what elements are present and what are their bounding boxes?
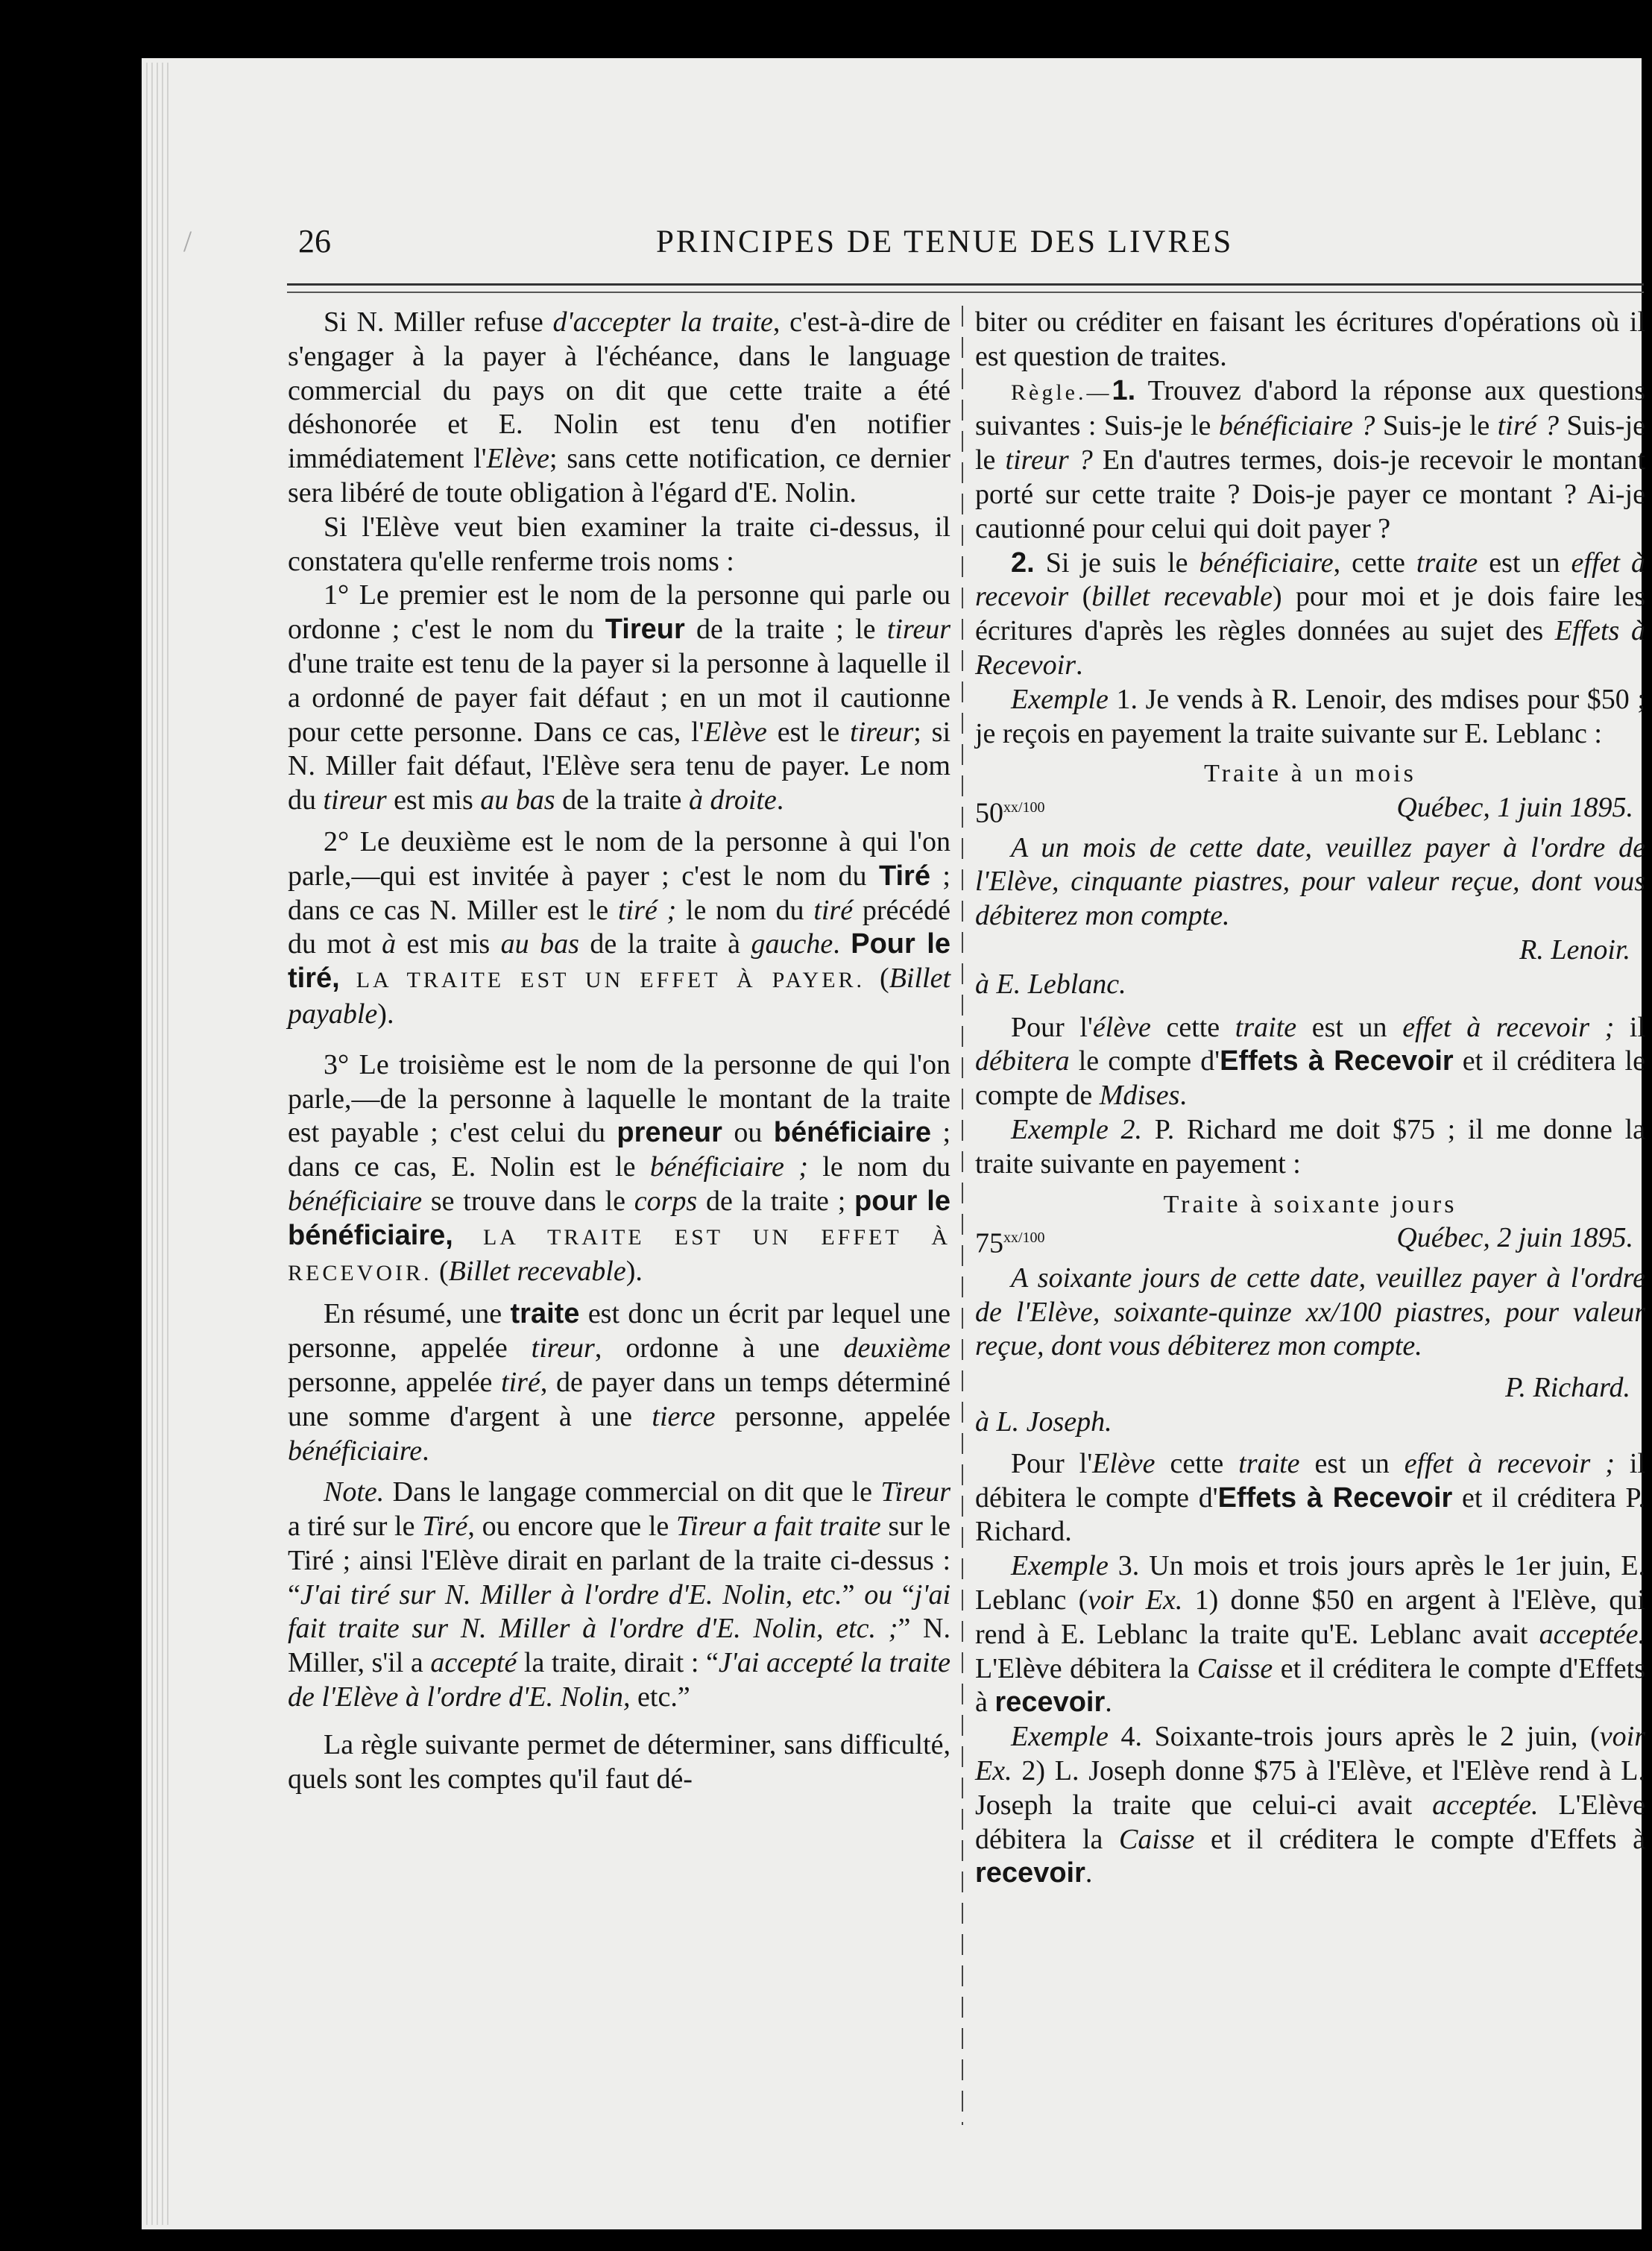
draft-1-heading: Traite à un mois bbox=[1204, 760, 1416, 788]
paragraph-effet-2 bbox=[975, 1447, 1645, 1549]
text: , ou encore que le bbox=[467, 1511, 676, 1543]
text: . bbox=[1085, 1857, 1093, 1889]
text-italic: Exemple bbox=[1011, 1721, 1109, 1753]
text: la traite, dirait : “ bbox=[517, 1647, 719, 1679]
text: d'une traite est tenu de la payer si la personne à laquelle il a ordonné de payer fait défaut ; en un mot il cautionne pour cette personne. Dans ce cas, l' bbox=[288, 647, 950, 748]
text-italic: bénéficiaire bbox=[1199, 547, 1334, 579]
text-italic: traite bbox=[1235, 1011, 1297, 1043]
text-italic: traite bbox=[1416, 547, 1478, 579]
text: sur le Tiré ; ainsi l'Elève dirait en parlant de la traite ci-dessus : “ bbox=[288, 1511, 950, 1611]
text: de la traite bbox=[555, 784, 689, 816]
text: ” N. Miller, s'il a bbox=[288, 1613, 950, 1679]
text-italic: Effets à Recevoir bbox=[975, 615, 1645, 681]
text-bold: bénéficiaire bbox=[773, 1117, 931, 1149]
text: ou bbox=[722, 1117, 774, 1149]
text: le nom du bbox=[676, 894, 814, 926]
text-italic: au bas bbox=[500, 928, 579, 960]
text-bold: Pour le tiré, bbox=[288, 928, 951, 995]
text-italic: effet à recevoir ; bbox=[1404, 1447, 1615, 1479]
text-italic: effet à recevoir bbox=[975, 547, 1645, 613]
text-italic: traite bbox=[1238, 1447, 1300, 1479]
text: L'Elève débitera la bbox=[975, 1652, 1197, 1684]
draft-1-amount-line bbox=[975, 791, 1645, 831]
text-bold: Tiré bbox=[878, 860, 930, 892]
text-italic: Tireur a fait traite bbox=[675, 1511, 881, 1543]
text-bold: Effets à Recevoir bbox=[1217, 1482, 1453, 1514]
text: de la traite à bbox=[578, 928, 751, 960]
text: et il créditera P. Richard. bbox=[975, 1482, 1645, 1548]
text-bold: preneur bbox=[617, 1117, 722, 1149]
running-title: PRINCIPES DE TENUE DES LIVRES bbox=[656, 224, 1234, 259]
text-italic: tierce bbox=[652, 1400, 716, 1432]
text: . bbox=[1076, 649, 1083, 681]
page-edges bbox=[146, 63, 168, 2225]
text-italic: billet recevable bbox=[1091, 581, 1273, 613]
draft-1-addressee: à E. Leblanc. bbox=[975, 968, 1126, 1000]
regle-2 bbox=[975, 547, 1645, 683]
text-bold: 1. bbox=[1112, 374, 1136, 406]
text-italic: gauche bbox=[751, 928, 833, 960]
text-italic: bénéficiaire ? bbox=[1218, 410, 1375, 442]
amount-value: 50 bbox=[975, 797, 1003, 829]
exemple-4 bbox=[975, 1720, 1645, 1891]
text: est un bbox=[1299, 1447, 1404, 1479]
text: ; dans ce cas, E. Nolin est le bbox=[288, 1117, 951, 1183]
text: Dans le langage commercial on dit que le bbox=[384, 1476, 881, 1508]
text-italic: élève bbox=[1092, 1011, 1151, 1043]
text: de la traite ; le bbox=[684, 614, 887, 646]
text: ) pour moi et je dois faire les écritures d'après les règles données au sujet des bbox=[975, 581, 1645, 647]
text-italic: Mdises bbox=[1099, 1080, 1180, 1112]
text: Si je suis le bbox=[1034, 547, 1199, 579]
text: Trouvez d'abord la réponse aux questions suivantes : Suis-je le bbox=[975, 374, 1645, 442]
text: il bbox=[1614, 1011, 1646, 1043]
exemple-3 bbox=[975, 1549, 1645, 1720]
text: . bbox=[422, 1435, 429, 1467]
margin-mark: / bbox=[183, 224, 192, 258]
text-italic: Elève bbox=[1092, 1447, 1156, 1479]
text: . bbox=[776, 784, 784, 816]
text-italic: Caisse bbox=[1119, 1823, 1195, 1855]
text: est un bbox=[1478, 547, 1571, 579]
draft-2-signer: P. Richard. bbox=[1505, 1372, 1630, 1404]
text: personne, appelée bbox=[715, 1400, 950, 1432]
text-italic: Billet recevable bbox=[448, 1255, 626, 1287]
text: précédé du mot bbox=[288, 894, 950, 960]
text-italic: bénéficiaire bbox=[288, 1185, 423, 1217]
text-italic: acceptée. bbox=[1539, 1618, 1645, 1650]
text-italic: voir Ex. bbox=[975, 1721, 1645, 1786]
text-italic: bénéficiaire ; bbox=[649, 1151, 808, 1183]
text: ). bbox=[625, 1255, 643, 1287]
text-italic: Billet payable bbox=[288, 963, 950, 1030]
text: En d'autres termes, dois-je recevoir le montant porté sur cette traite ? Dois-je payer ce montant ? Ai-je cautionné pour celui qui doit payer ? bbox=[975, 444, 1645, 544]
text-small-caps: Règle.— bbox=[1011, 380, 1112, 405]
text: “ bbox=[892, 1578, 915, 1611]
text: ; dans ce cas N. Miller est le bbox=[288, 860, 950, 926]
text-italic: Elève bbox=[486, 443, 549, 475]
text-italic: tireur bbox=[886, 614, 950, 646]
text: ( bbox=[1068, 581, 1092, 613]
draft-1-amount bbox=[975, 791, 1045, 831]
text-bold: Effets à Recevoir bbox=[1220, 1045, 1454, 1077]
text-italic: tireur bbox=[850, 716, 914, 748]
text: , cette bbox=[1333, 547, 1416, 579]
text: est mis bbox=[386, 784, 481, 816]
text-italic: acceptée. bbox=[1432, 1789, 1539, 1821]
text: , de payer dans un temps déterminé une somme d'argent à une bbox=[288, 1366, 951, 1432]
text: a tiré sur le bbox=[288, 1511, 423, 1543]
text: le nom du bbox=[807, 1151, 951, 1183]
text-italic: effet à recevoir ; bbox=[1402, 1011, 1615, 1043]
text-italic: tireur bbox=[531, 1332, 595, 1364]
text: 1° Le premier est le nom de la personne qui parle ou ordonne ; c'est le nom du bbox=[288, 579, 950, 646]
text-italic: ou bbox=[864, 1578, 893, 1611]
draft-1-signer: R. Lenoir. bbox=[1519, 934, 1630, 966]
text: ( bbox=[432, 1255, 449, 1287]
text-italic: débitera bbox=[975, 1045, 1070, 1077]
text-italic: J'ai accepté la traite de l'Elève à l'ordre d'E. Nolin, bbox=[288, 1647, 951, 1713]
exemple-1 bbox=[975, 683, 1645, 752]
text-bold: pour le bénéficiaire, bbox=[288, 1185, 950, 1251]
text-italic: j'ai fait traite sur N. Miller à l'ordre d'E. Nolin, etc. ; bbox=[288, 1578, 951, 1645]
text: ; sans cette notification, ce dernier sera libéré de toute obligation à l'égard d'E. Nolin. bbox=[288, 443, 950, 509]
text-italic: corps bbox=[634, 1185, 698, 1217]
text-bold: 2. bbox=[1011, 547, 1035, 579]
text-italic: Elève bbox=[704, 716, 767, 748]
text-italic: tiré bbox=[813, 894, 854, 926]
text: . bbox=[833, 928, 851, 960]
text: etc.” bbox=[630, 1681, 690, 1713]
paragraph-tireur bbox=[288, 579, 950, 818]
text-italic: à droite bbox=[688, 784, 777, 816]
text: cette bbox=[1150, 1011, 1235, 1043]
paragraph-continuation: biter ou créditer en faisant les écritures d'opérations où il est question de traites. bbox=[975, 306, 1645, 372]
page-number: 26 bbox=[298, 223, 331, 259]
text-italic: Exemple 2. bbox=[1011, 1113, 1143, 1145]
text: 3. Un mois et trois jours après le 1er juin, E. Leblanc ( bbox=[975, 1550, 1645, 1616]
text-italic: Exemple bbox=[1011, 1550, 1109, 1582]
paragraph-regle-intro: La règle suivante permet de déterminer, sans difficulté, quels sont les comptes qu'il faut dé- bbox=[288, 1728, 950, 1795]
left-column bbox=[288, 306, 950, 1796]
amount-fraction: xx/100 bbox=[1003, 1230, 1045, 1247]
text: personne, appelée bbox=[288, 1366, 502, 1398]
paragraph-resume bbox=[288, 1297, 950, 1468]
text: , ordonne à une bbox=[594, 1332, 844, 1364]
text-italic: tireur bbox=[323, 784, 387, 816]
text: Pour l' bbox=[1011, 1447, 1093, 1479]
right-column bbox=[975, 306, 1645, 1891]
text: Si N. Miller refuse bbox=[324, 306, 553, 338]
text: cette bbox=[1155, 1447, 1239, 1479]
exemple-2 bbox=[975, 1113, 1645, 1182]
text: et il créditera le compte de bbox=[975, 1045, 1645, 1112]
text: de la traite ; bbox=[697, 1185, 855, 1217]
text-italic: deuxième bbox=[843, 1332, 950, 1364]
text: . bbox=[1105, 1687, 1112, 1719]
text: ( bbox=[865, 963, 889, 995]
text: est mis bbox=[396, 928, 501, 960]
amount-value: 75 bbox=[975, 1228, 1003, 1260]
text-italic: Tireur bbox=[880, 1476, 950, 1508]
text-italic: accepté bbox=[430, 1647, 517, 1679]
draft-2-body: A soixante jours de cette date, veuillez payer à l'ordre de l'Elève, soixante-quinze xx/100 piastres, pour valeur reçue, dont vous débiterez mon compte. bbox=[975, 1262, 1645, 1362]
text: et il créditera le compte d'Effets à bbox=[1194, 1823, 1645, 1855]
draft-2-place-date: Québec, 2 juin 1895. bbox=[1396, 1222, 1633, 1254]
text: est le bbox=[766, 716, 851, 748]
text: est un bbox=[1296, 1011, 1403, 1043]
text: ; si N. Miller fait défaut, l'Elève sera tenu de payer. Le nom du bbox=[288, 716, 951, 816]
text: . bbox=[1179, 1080, 1187, 1112]
text-small-caps: LA TRAITE EST UN EFFET À PAYER. bbox=[339, 968, 866, 993]
text-bold: recevoir bbox=[975, 1857, 1085, 1889]
text: 3° Le troisième est le nom de la personne de qui l'on parle,—de la personne à laquelle le montant de la traite est payable ; c'est celui du bbox=[288, 1048, 950, 1149]
text-bold: recevoir bbox=[994, 1687, 1106, 1719]
text: 4. Soixante-trois jours après le 2 juin, ( bbox=[1108, 1721, 1600, 1753]
text-italic: J'ai tiré sur N. Miller à l'ordre d'E. Nolin, etc. bbox=[300, 1578, 842, 1611]
text-italic: Tiré bbox=[422, 1511, 468, 1543]
text: et il créditera le compte d'Effets à bbox=[975, 1652, 1645, 1719]
text-bold: traite bbox=[510, 1298, 580, 1330]
header-rule bbox=[287, 283, 1644, 293]
text-bold: Tireur bbox=[605, 614, 685, 646]
text-italic: tiré bbox=[501, 1366, 540, 1398]
amount-fraction: xx/100 bbox=[1003, 799, 1045, 816]
text: ” bbox=[842, 1578, 865, 1611]
regle-1 bbox=[975, 374, 1645, 547]
draft-2-addressee: à L. Joseph. bbox=[975, 1406, 1112, 1438]
text: le compte d' bbox=[1069, 1045, 1220, 1077]
text: 2) L. Joseph donne $75 à l'Elève, et l'Elève rend à L. Joseph la traite que celui-ci avait bbox=[975, 1754, 1645, 1821]
text: En résumé, une bbox=[324, 1298, 511, 1330]
text: Suis-je le bbox=[975, 410, 1646, 476]
text-small-caps: LA TRAITE EST UN EFFET À RECEVOIR. bbox=[288, 1224, 950, 1285]
paragraph-note bbox=[288, 1476, 950, 1715]
text: est donc un écrit par lequel une personne, appelée bbox=[288, 1298, 950, 1364]
column-separator bbox=[962, 306, 963, 2125]
text: Pour l' bbox=[1011, 1011, 1093, 1043]
text-italic: tiré ; bbox=[617, 894, 677, 926]
text-italic: tireur ? bbox=[1005, 444, 1093, 476]
draft-2-amount-line bbox=[975, 1221, 1645, 1261]
text-italic: voir Ex. bbox=[1088, 1584, 1183, 1616]
text: 1. Je vends à R. Lenoir, des mdises pour $50 ; je reçois en payement la traite suivante sur E. Leblanc : bbox=[975, 683, 1645, 749]
text: se trouve dans le bbox=[422, 1185, 634, 1217]
text: Suis-je le bbox=[1375, 410, 1498, 442]
text-italic: au bas bbox=[480, 784, 555, 816]
text-italic: à bbox=[382, 928, 397, 960]
paragraph-tire bbox=[288, 825, 950, 1032]
draft-1-body: A un mois de cette date, veuillez payer à l'ordre de l'Elève, cinquante piastres, pour valeur reçue, dont vous débiterez mon compte. bbox=[975, 831, 1645, 932]
paragraph-beneficiaire bbox=[288, 1048, 950, 1291]
text: 2° Le deuxième est le nom de la personne à qui l'on parle,—qui est invitée à payer ; c'est le nom du bbox=[288, 825, 950, 892]
draft-2-amount bbox=[975, 1221, 1045, 1261]
draft-2-heading: Traite à soixante jours bbox=[1163, 1190, 1457, 1218]
text: il débitera le compte d' bbox=[975, 1447, 1645, 1514]
paragraph-effet-1 bbox=[975, 1011, 1645, 1113]
text-italic: Note. bbox=[324, 1476, 385, 1508]
text-italic: bénéficiaire bbox=[288, 1435, 423, 1467]
text-italic: d'accepter la traite bbox=[552, 306, 773, 338]
paragraph-examiner: Si l'Elève veut bien examiner la traite ci-dessus, il constatera qu'elle renferme trois noms : bbox=[288, 511, 950, 577]
text-italic: Caisse bbox=[1197, 1652, 1273, 1684]
text: , c'est-à-dire de s'engager à la payer à l'échéance, dans le language commercial du pays on dit que cette traite a été déshonorée et E. Nolin est tenu d'en notifier immédiatement l' bbox=[288, 306, 950, 475]
text: P. Richard me doit $75 ; il me donne la traite suivante en payement : bbox=[975, 1113, 1645, 1180]
text-italic: tiré ? bbox=[1497, 410, 1559, 442]
paragraph-refus bbox=[288, 306, 950, 511]
text-italic: Exemple bbox=[1011, 683, 1109, 715]
draft-1-place-date: Québec, 1 juin 1895. bbox=[1396, 792, 1633, 824]
text: ). bbox=[377, 998, 394, 1030]
text: 1) donne $50 en argent à l'Elève, qui rend à E. Leblanc la traite qu'E. Leblanc avait bbox=[975, 1584, 1645, 1650]
text: L'Elève débitera la bbox=[975, 1789, 1646, 1855]
